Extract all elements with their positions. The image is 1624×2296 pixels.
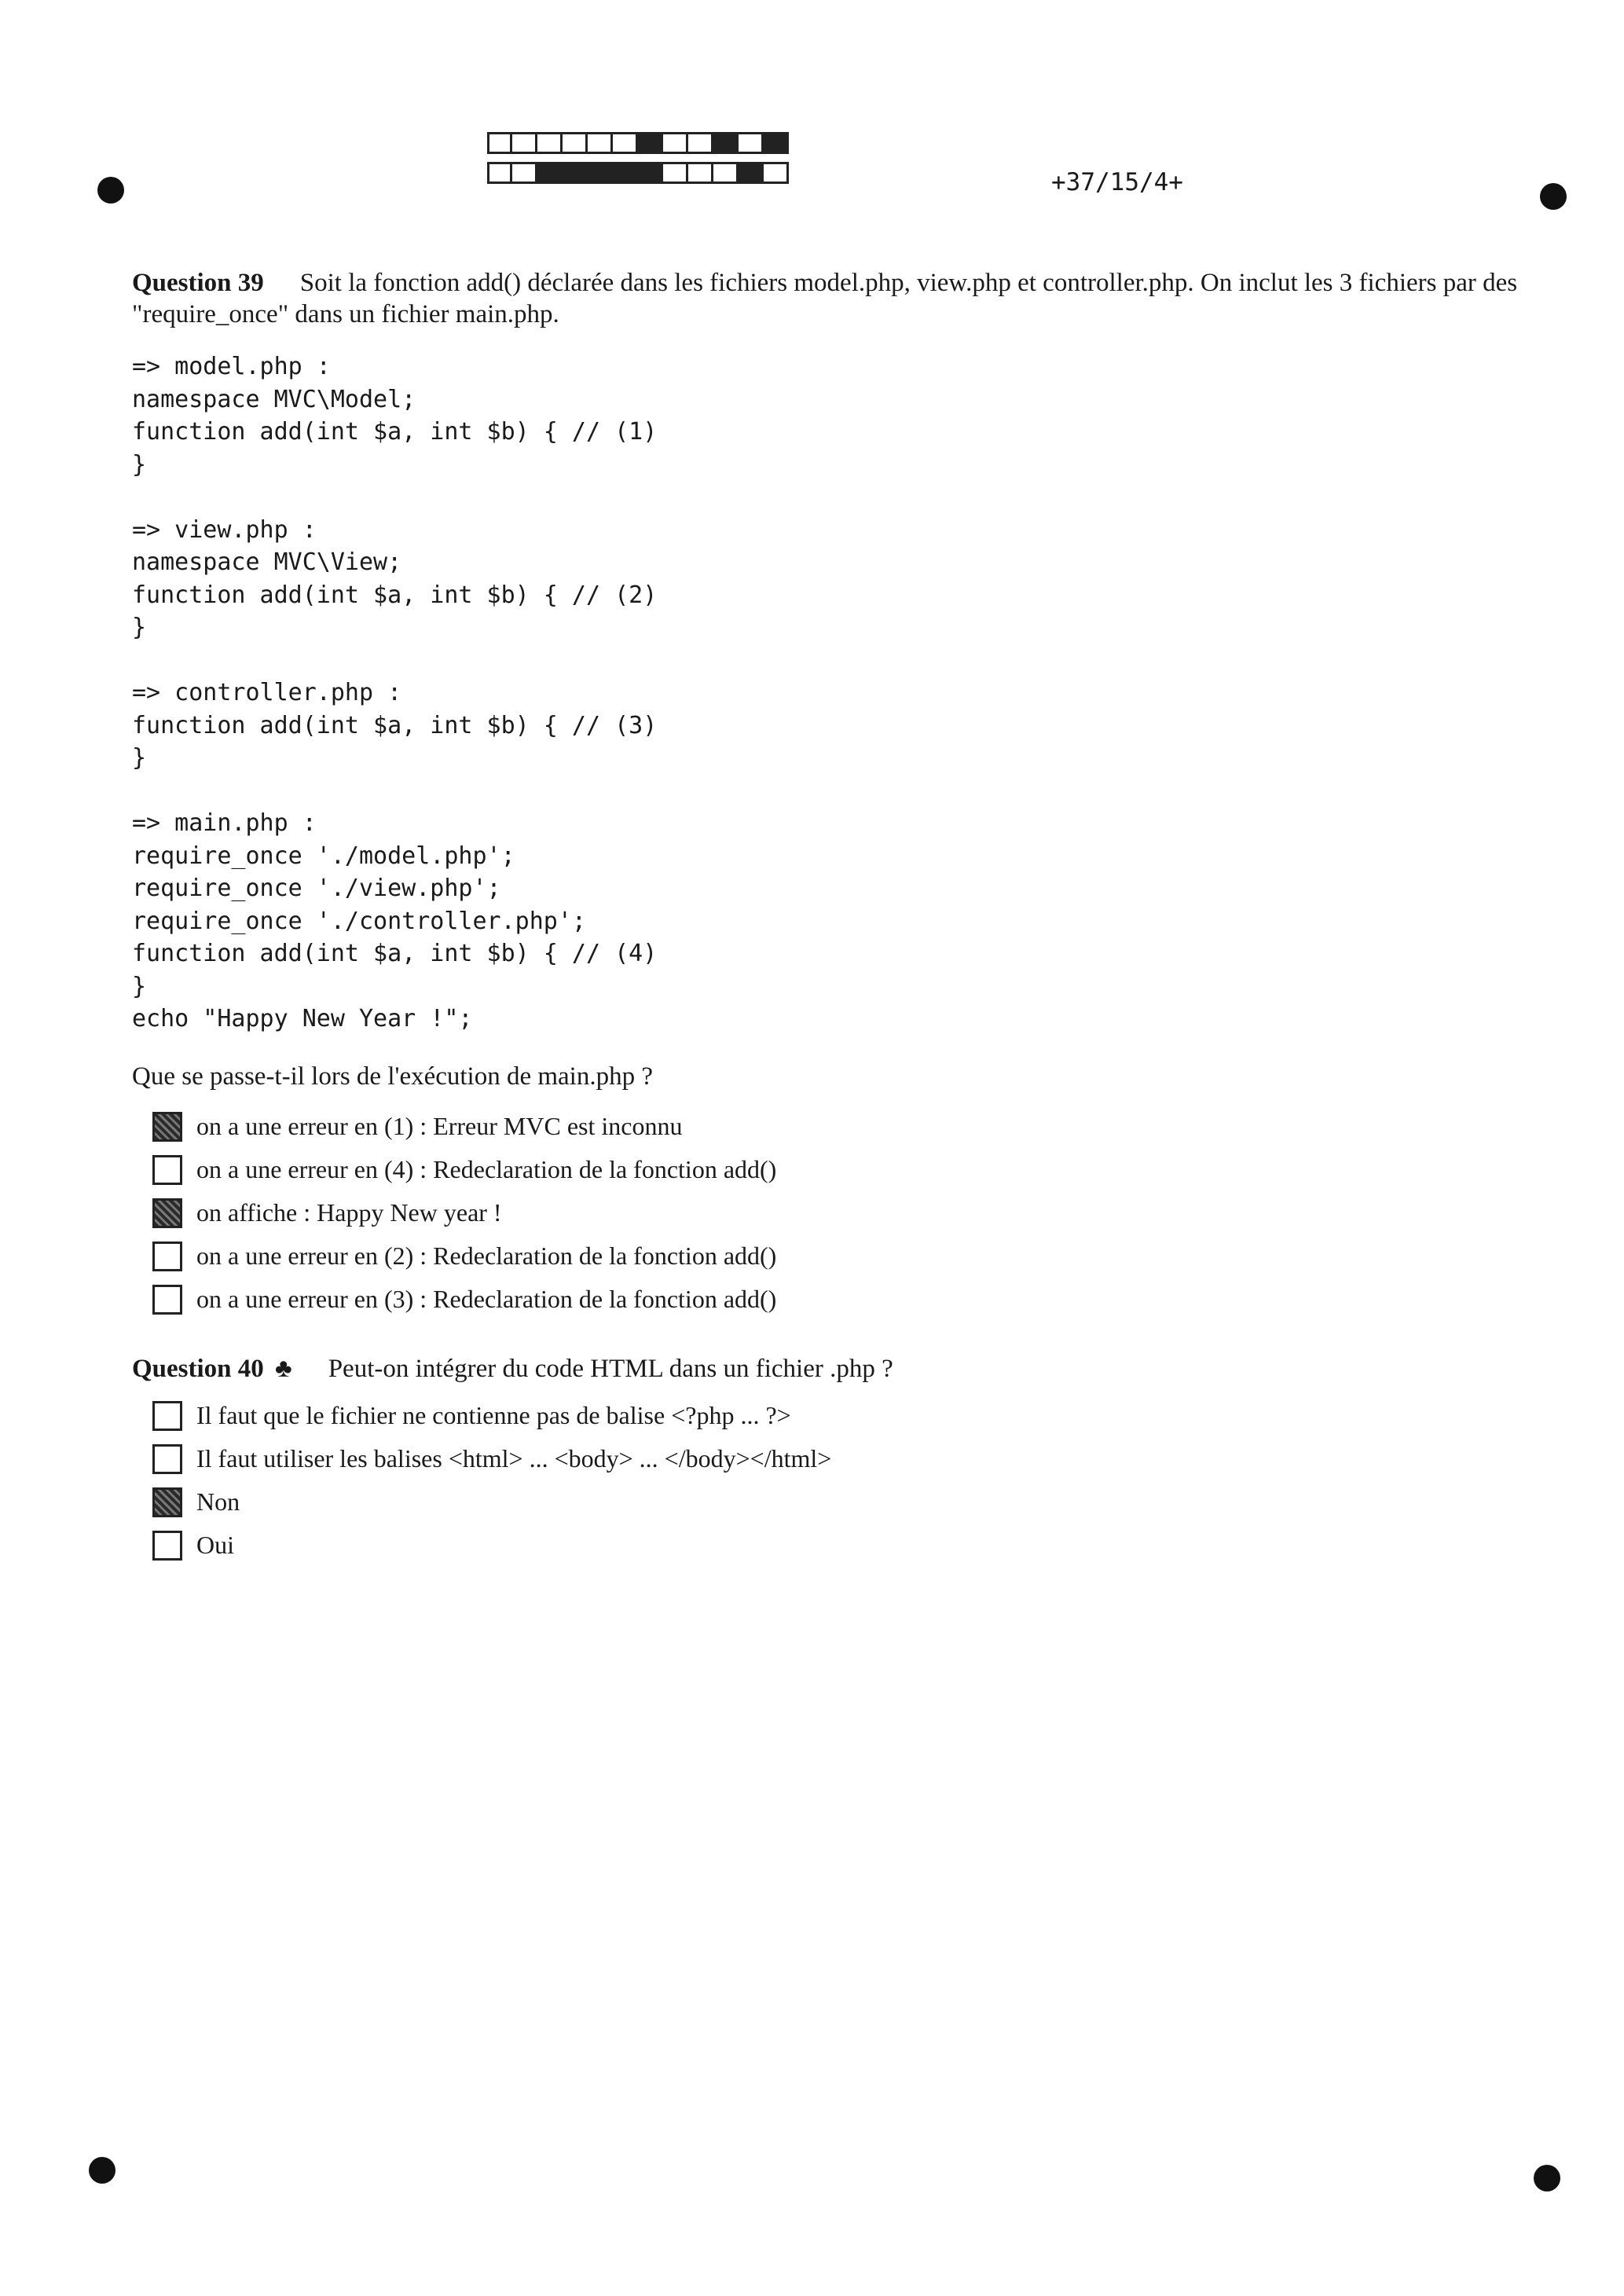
answer-label: on affiche : Happy New year ! [196,1198,502,1227]
code-strip-cell [512,162,537,184]
answer-label: on a une erreur en (1) : Erreur MVC est inconnu [196,1112,683,1140]
code-strip-cell [638,162,663,184]
question-39-number: Question 39 [132,269,264,297]
id-code-strip-bottom [487,162,789,184]
registration-mark-bottom-right [1534,2165,1560,2191]
answer-label: on a une erreur en (2) : Redeclaration de la fonction add() [196,1242,777,1270]
code-line: } [132,744,147,772]
code-line: require_once './view.php'; [132,875,501,902]
code-line: function add(int $a, int $b) { // (3) [132,711,658,739]
code-line: } [132,972,147,1000]
code-strip-cell [764,162,789,184]
checked-box[interactable] [152,1198,182,1228]
code-line [132,644,657,677]
code-line: function add(int $a, int $b) { // (2) [132,581,658,609]
code-line: => main.php : [132,809,317,837]
code-strip-cell [688,132,713,154]
question-39-header [132,267,1546,330]
code-strip-cell [487,162,512,184]
answer-label: Il faut utiliser les balises <html> ... <body> ... </body></html> [196,1444,832,1473]
code-strip-cell [713,132,739,154]
code-line: => model.php : [132,353,331,380]
question-40-header [132,1353,1546,1385]
code-strip-cell [487,132,512,154]
checked-box[interactable] [152,1487,182,1517]
code-strip-cell [764,132,789,154]
code-strip-cell [537,162,563,184]
answer-option[interactable] [152,1105,776,1148]
checkbox[interactable] [152,1155,182,1185]
question-39-prompt: Que se passe-t-il lors de l'exécution de main.php ? [132,1062,653,1091]
answer-option[interactable] [152,1234,776,1278]
question-39-code-block [132,350,657,1036]
answer-option[interactable] [152,1480,831,1524]
answer-label: Non [196,1487,240,1516]
code-strip-cell [588,162,613,184]
code-strip-cell [512,132,537,154]
code-strip-cell [688,162,713,184]
code-line: require_once './model.php'; [132,842,515,870]
code-strip-cell [563,132,588,154]
code-strip-cell [713,162,739,184]
checkbox[interactable] [152,1242,182,1271]
page-id: +37/15/4+ [1051,168,1183,196]
answer-option[interactable] [152,1191,776,1234]
question-40-text: Peut-on intégrer du code HTML dans un fichier .php ? [328,1355,893,1383]
registration-mark-top-left [97,177,124,204]
checkbox[interactable] [152,1444,182,1474]
code-strip-cell [588,132,613,154]
code-strip-cell [613,132,638,154]
checkbox[interactable] [152,1401,182,1431]
code-strip-cell [537,132,563,154]
code-line: echo "Happy New Year !"; [132,1005,473,1032]
answer-label: on a une erreur en (3) : Redeclaration de la fonction add() [196,1285,777,1313]
answer-option[interactable] [152,1524,831,1567]
answer-option[interactable] [152,1394,831,1437]
question-39-answers [152,1105,776,1321]
code-line: require_once './controller.php'; [132,907,586,935]
code-line: } [132,614,147,641]
checked-box[interactable] [152,1112,182,1142]
code-line [132,775,657,808]
code-line: namespace MVC\Model; [132,385,416,413]
checkbox[interactable] [152,1285,182,1315]
code-strip-cell [613,162,638,184]
registration-mark-bottom-left [89,2157,115,2184]
answer-label: Oui [196,1531,234,1559]
code-strip-cell [739,132,764,154]
checkbox[interactable] [152,1531,182,1561]
question-40-answers [152,1394,831,1567]
code-line: => controller.php : [132,679,402,706]
code-strip-cell [563,162,588,184]
answer-option[interactable] [152,1278,776,1321]
code-strip-cell [638,132,663,154]
club-icon: ♣ [275,1355,292,1383]
code-strip-cell [663,162,688,184]
question-39-text: Soit la fonction add() déclarée dans les fichiers model.php, view.php et controller.php. On inclut les 3 fichiers par des "require_once" dans un fichier main.php. [132,269,1518,328]
code-line [132,481,657,514]
code-line: } [132,450,147,479]
answer-label: Il faut que le fichier ne contienne pas de balise <?php ... ?> [196,1401,791,1429]
code-strip-cell [663,132,688,154]
answer-option[interactable] [152,1148,776,1191]
code-line: function add(int $a, int $b) { // (4) [132,940,658,967]
code-line: namespace MVC\View; [132,548,402,576]
answer-option[interactable] [152,1437,831,1480]
code-line: function add(int $a, int $b) { // (1) [132,418,658,446]
answer-label: on a une erreur en (4) : Redeclaration de la fonction add() [196,1155,777,1183]
registration-mark-top-right [1540,183,1567,210]
id-code-strip-top [487,132,789,154]
question-40-number: Question 40 ♣ [132,1355,292,1383]
code-line: => view.php : [132,515,317,544]
code-strip-cell [739,162,764,184]
